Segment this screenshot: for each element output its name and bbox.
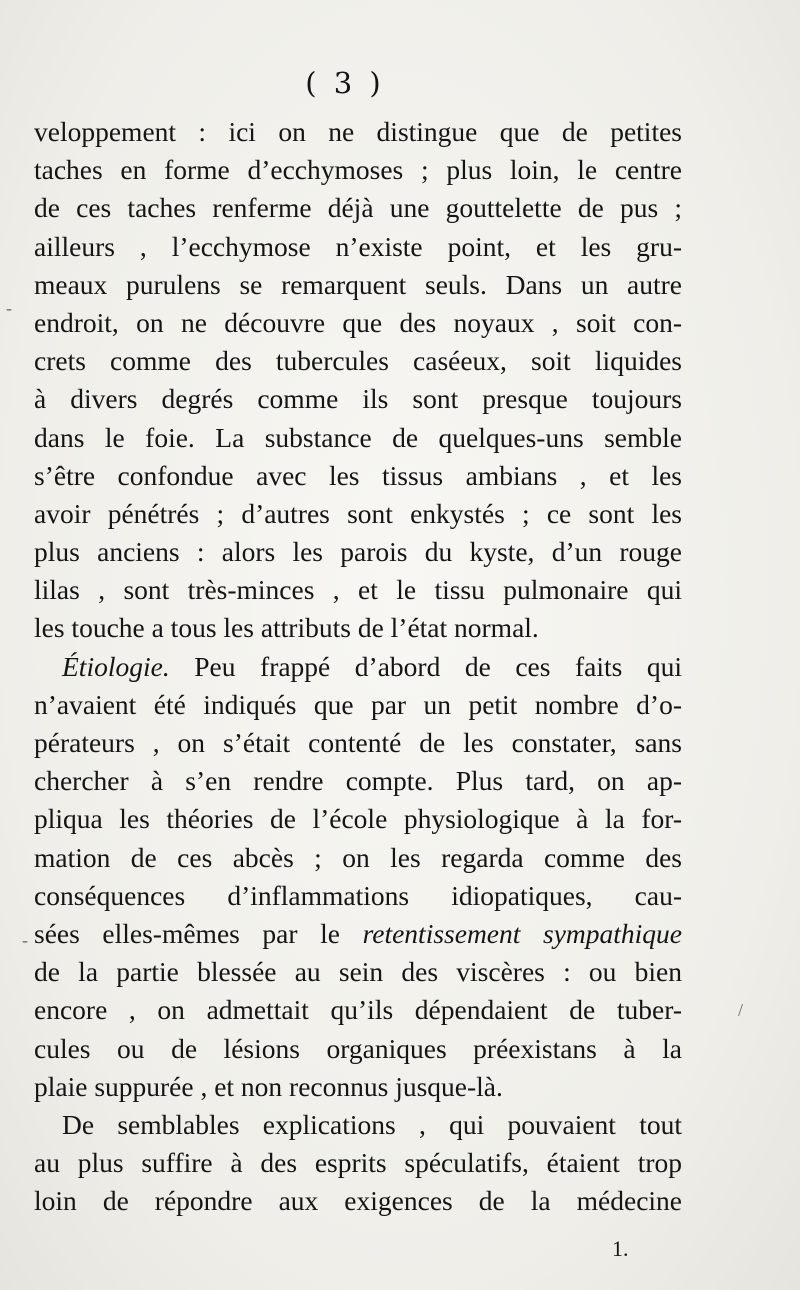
margin-speck: / [738, 1000, 744, 1020]
text-line: pérateurs , on s’était contenté de les constater, sans [34, 727, 682, 758]
emphasized-phrase: retentissement sympathique [362, 917, 682, 949]
text-line: mation de ces abcès ; on les regarda comme des [34, 841, 682, 873]
signature-mark: 1. [612, 1236, 629, 1261]
text-line: pliqua les théories de l’école physiologique à la for- [34, 803, 682, 835]
text-line: loin de répondre aux exigences de la médecine [34, 1185, 682, 1217]
text-line: s’être confondue avec les tissus ambians , et les [34, 459, 682, 491]
body-text [34, 113, 682, 1220]
text-line: ailleurs , l’ecchymose n’existe point, et les gru- [34, 230, 682, 262]
text-line: les touche a tous les attributs de l’état normal. [34, 612, 539, 644]
text-line: au plus suffire à des esprits spéculatifs, étaient trop [34, 1147, 682, 1179]
text-line: meaux purulens se remarquent seuls. Dans un autre [34, 268, 682, 300]
text-line: cules ou de lésions organiques préexistans à la [34, 1032, 682, 1064]
text-line: veloppement : ici on ne distingue que de petites [34, 116, 682, 147]
text-line: dans le foie. La substance de quelques-uns semble [34, 421, 682, 453]
text-line: encore , on admettait qu’ils dépendaient de tuber- [34, 994, 682, 1026]
text-line: chercher à s’en rendre compte. Plus tard, on ap- [34, 765, 682, 797]
page-number: ( 3 ) [305, 66, 385, 100]
text-line: De semblables explications , qui pouvaient tout [62, 1108, 682, 1140]
section-heading: Étiologie. [62, 650, 170, 682]
text-line: plus anciens : alors les parois du kyste, d’un rouge [34, 536, 682, 568]
text-line: taches en forme d’ecchymoses ; plus loin, le centre [34, 154, 682, 186]
text-line: conséquences d’inflammations idiopatiques, cau- [34, 879, 682, 911]
margin-speck: - [6, 298, 12, 318]
paragraph-start-line [34, 648, 682, 686]
text-line: à divers degrés comme ils sont presque toujours [34, 383, 682, 415]
text-line: avoir pénétrés ; d’autres sont enkystés ; ce sont les [34, 497, 682, 529]
text-line: de la partie blessée au sein des viscères : ou bien [34, 956, 682, 988]
text-run: sées elles-mêmes par le [34, 917, 340, 949]
text-line: plaie suppurée , et non reconnus jusque-là. [34, 1070, 503, 1102]
text-line: n’avaient été indiqués que par un petit nombre d’o- [34, 688, 682, 720]
margin-speck: - [22, 930, 28, 950]
text-line: de ces taches renferme déjà une gouttelette de pus ; [34, 192, 682, 224]
text-line: lilas , sont très-minces , et le tissu pulmonaire qui [34, 574, 682, 606]
text-line: crets comme des tubercules caséeux, soit liquides [34, 345, 682, 377]
text-line: endroit, on ne découvre que des noyaux , soit con- [34, 306, 682, 338]
text-run: Peu frappé d’abord de ces faits qui [194, 650, 683, 682]
mixed-style-line [34, 915, 682, 953]
